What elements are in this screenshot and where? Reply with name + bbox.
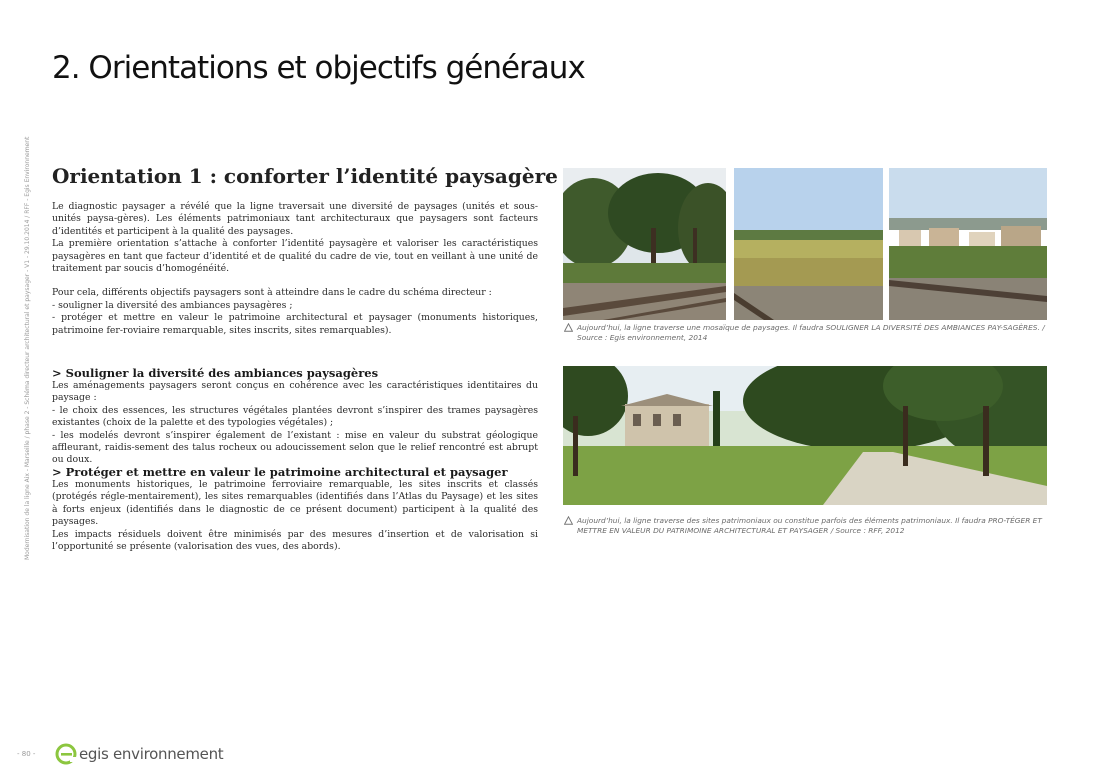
section-bullet: - les modelés devront s’inspirer également de l’existant : mise en valeur du substrat géologique affleurant, raidis-sement des talus rocheux ou adoucissement selon que le relief rencontré est abrupt ou doux. bbox=[52, 429, 538, 466]
caption-ambiances bbox=[564, 323, 1046, 343]
photo-town-railway bbox=[889, 168, 1047, 320]
intro-bullet: - protéger et mettre en valeur le patrimoine architectural et paysager (monuments historiques, patrimoine fer-roviaire remarquable, sites inscrits, sites remarquables). bbox=[52, 312, 538, 336]
caption-text: Aujourd’hui, la ligne traverse une mosaïque de paysages. Il faudra SOULIGNER LA DIVERSITÉ DES AMBIANCES PAY-SAGÈRES. / Source : Egis environnement, 2014 bbox=[577, 323, 1045, 342]
caption-triangle-icon bbox=[564, 516, 573, 525]
caption-patrimoine bbox=[564, 516, 1046, 536]
intro-paragraph: La première orientation s’attache à conforter l’identité paysagère et valoriser les caractéristiques paysagères en tant que facteur d’identité et de qualité du cadre de vie, tout en veillant à une unité de traitement par soucis d’homogénéité. bbox=[52, 238, 538, 275]
intro-bullet: - souligner la diversité des ambiances paysagères ; bbox=[52, 299, 293, 311]
egis-logo bbox=[55, 742, 223, 766]
caption-triangle-icon bbox=[564, 323, 573, 332]
section-paragraph: Les aménagements paysagers seront conçus en cohérence avec les caractéristiques identitaires du paysage : bbox=[52, 380, 538, 404]
section-heading: > Souligner la diversité des ambiances paysagères bbox=[52, 366, 379, 380]
section-diversite bbox=[52, 366, 538, 467]
intro-paragraph: Le diagnostic paysager a révélé que la ligne traversait une diversité de paysages (unités et sous-unités paysa-gères). Les éléments patrimoniaux tant architecturaux que paysagers sont facteurs d’identités et participent à la qualité des paysages. bbox=[52, 201, 538, 237]
section-heading: > Protéger et mettre en valeur le patrimoine architectural et paysager bbox=[52, 465, 508, 479]
photo-open-field bbox=[734, 168, 883, 320]
logo-text: egis environnement bbox=[79, 745, 224, 763]
section-paragraph: Les impacts résiduels doivent être minimisés par des mesures d’insertion et de valorisation si l’opportunité se présente (valorisation des vues, des abords). bbox=[52, 528, 538, 553]
page-title: 2. Orientations et objectifs généraux bbox=[52, 50, 585, 86]
side-note: Modernisation de la ligne Aix - Marseille / phase 2 - Schéma directeur architectural et paysager - V1 - 29.10.2014 / RFF - Egis Environnement bbox=[24, 136, 31, 560]
photo-heritage-site bbox=[563, 366, 1047, 505]
egis-logo-icon bbox=[55, 743, 77, 765]
orientation-title: Orientation 1 : conforter l’identité paysagère bbox=[52, 164, 558, 188]
intro-paragraph: Pour cela, différents objectifs paysagers sont à atteindre dans le cadre du schéma directeur : bbox=[52, 287, 492, 299]
section-patrimoine bbox=[52, 465, 538, 553]
page-number: - 80 - bbox=[17, 750, 36, 758]
photo-forest-railway bbox=[563, 168, 726, 320]
section-paragraph: Les monuments historiques, le patrimoine ferroviaire remarquable, les sites inscrits et classés (protégés régle-mentairement), les sites remarquables (identifiés dans l’Atlas du Paysage) et les sites à forts enjeux (identifiés dans le diagnostic de ce présent document) participent à la qualité des paysages. bbox=[52, 479, 538, 528]
caption-text: Aujourd’hui, la ligne traverse des sites patrimoniaux ou constitue parfois des éléments patrimoniaux. Il faudra PRO-TÉGER ET METTRE EN VALEUR DU PATRIMOINE ARCHITECTURAL ET PAYSAGER / Source : RFF, 2012 bbox=[577, 516, 1042, 535]
section-bullet: - le choix des essences, les structures végétales plantées devront s’inspirer des trames paysagères existantes (choix de la palette et des typologies végétales) ; bbox=[52, 404, 538, 429]
intro-text bbox=[52, 201, 538, 337]
